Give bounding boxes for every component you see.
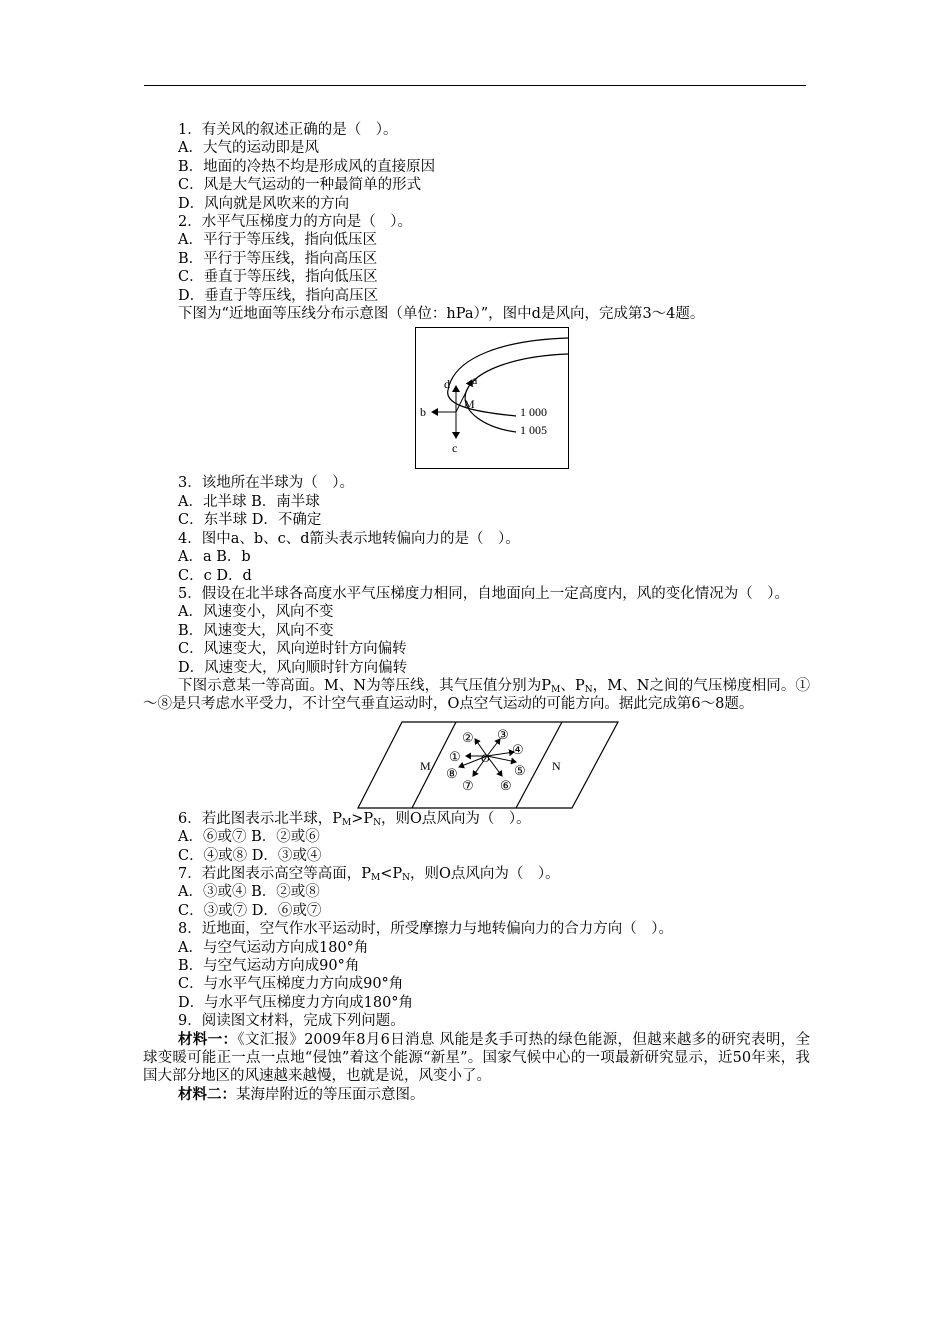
q8-option-c: C．与水平气压梯度力方向成90°角: [178, 976, 404, 993]
intro68-sub-n: N: [584, 684, 593, 695]
q1-option-b: B．地面的冷热不均是形成风的直接原因: [178, 158, 436, 175]
q8-option-a: A．与空气运动方向成180°角: [178, 939, 369, 956]
intro68-sub-m: M: [551, 684, 561, 695]
q6-sub-m: M: [341, 817, 352, 828]
intro68-text-2: 、P: [560, 677, 585, 694]
isobaric-plane-diagram: [356, 720, 620, 810]
q4-option-cd: C．c D．d: [178, 567, 252, 584]
q5-stem: 5．假设在北半球各高度水平气压梯度力相同，自地面向上一定高度内，风的变化情况为（ ）。: [178, 585, 789, 602]
label-d: d: [444, 377, 450, 392]
q2-stem: 2．水平气压梯度力的方向是（ ）。: [178, 214, 412, 231]
header-rule: [144, 85, 806, 86]
isobar-diagram: [416, 328, 568, 468]
q5-option-a: A．风速变小，风向不变: [178, 604, 334, 621]
label-dir-5: ⑤: [514, 762, 526, 778]
isobar-m-line: [412, 722, 456, 808]
material-2-text: 某海岸附近的等压面示意图。: [236, 1086, 425, 1103]
label-m: M: [464, 397, 475, 412]
q1-option-a: A．大气的运动即是风: [178, 140, 319, 157]
q9-stem: 9．阅读图文材料，完成下列问题。: [178, 1013, 405, 1030]
q6-stem-post: ，则O点风向为（ ）。: [380, 810, 531, 827]
document-body: [143, 121, 810, 1104]
plane-outline: [358, 722, 618, 808]
q6-stem-pre: 6．若此图表示北半球，P: [178, 810, 342, 827]
q2-option-b: B．平行于等压线，指向高压区: [178, 250, 378, 267]
label-isobar-1000: 1 000: [520, 405, 547, 420]
q6-stem: [143, 810, 810, 828]
q5-option-c: C．风速变大，风向逆时针方向偏转: [178, 641, 407, 658]
q6-sub-n: N: [373, 817, 381, 828]
q8-option-b: B．与空气运动方向成90°角: [178, 958, 360, 974]
q2-option-a: A．平行于等压线，指向低压区: [178, 232, 377, 249]
label-n: N: [552, 758, 561, 773]
q6-option-ab: A．⑥或⑦ B．②或⑥: [178, 829, 320, 846]
label-c: c: [452, 441, 458, 456]
q4-stem: 4．图中a、b、c、d箭头表示地转偏向力的是（ ）。: [178, 530, 520, 547]
isobar-figure: [415, 327, 569, 469]
q3-option-ab: A．北半球 B．南半球: [178, 493, 320, 510]
q1-option-c: C．风是大气运动的一种最简单的形式: [178, 177, 422, 194]
q8-option-d: D．与水平气压梯度力方向成180°角: [178, 994, 414, 1011]
q7-stem-post: ，则O点风向为（ ）。: [409, 865, 560, 882]
q5-option-d: D．风速变大，风向顺时针方向偏转: [178, 659, 408, 676]
q4-option-ab: A．a B．b: [178, 549, 251, 566]
q9-material-2: [143, 1086, 810, 1104]
label-m: M: [420, 758, 431, 773]
label-dir-3: ③: [497, 726, 509, 742]
isobaric-plane-figure: [356, 720, 620, 810]
q1-option-d: D．风向就是风吹来的方向: [178, 195, 350, 212]
label-dir-7: ⑦: [462, 777, 474, 793]
q7-sub-m: M: [370, 872, 381, 883]
q6-option-cd: C．④或⑧ D．③或④: [178, 847, 322, 864]
q2-option-c: C．垂直于等压线，指向低压区: [178, 269, 378, 286]
q3-stem: 3．该地所在半球为（ ）。: [178, 475, 354, 492]
dir-arrow-4: [487, 752, 514, 756]
q7-op: <P: [380, 865, 403, 882]
q7-option-cd: C．③或⑦ D．⑥或⑦: [178, 902, 322, 919]
label-a: a: [472, 373, 478, 388]
label-dir-1: ①: [449, 748, 461, 764]
q1-stem: 1．有关风的叙述正确的是（ ）。: [178, 122, 398, 138]
intro-q6-q8: [143, 677, 810, 714]
label-dir-8: ⑧: [446, 765, 458, 781]
q7-sub-n: N: [402, 872, 410, 883]
material-1-label: 材料一：: [178, 1030, 238, 1048]
q2-option-d: D．垂直于等压线，指向高压区: [178, 287, 379, 304]
q7-option-ab: A．③或④ B．②或⑧: [178, 884, 320, 901]
label-dir-2: ②: [462, 729, 474, 745]
material-1-text: 《文汇报》2009年8月6日消息 风能是炙手可热的绿色能源，但越来越多的研究表明，全球变暖可能正一点一点地“侵蚀”着这个能源“新星”。国家气候中心的一项最新研究显示，近50年来，我国大部分地区的风速越来越慢，也就是说，风变小了。: [143, 1031, 810, 1085]
label-isobar-1005: 1 005: [520, 423, 547, 438]
q6-op: >P: [351, 810, 374, 827]
label-b: b: [420, 405, 426, 420]
q9-material-1: [143, 1031, 810, 1086]
isobar-1005-line: [465, 354, 568, 432]
intro68-text-3: ，M、N之间的气压梯度相同。①～⑧是只考虑水平受力，不计空气垂直运动时，O点空气运动的可能方向。据此完成第6～8题。: [143, 677, 810, 713]
intro-q3-q4: 下图为“近地面等压线分布示意图（单位：hPa）”，图中d是风向，完成第3～4题。: [178, 306, 705, 323]
intro68-text-1: 下图示意某一等高面。M、N为等压线，其气压值分别为P: [178, 677, 552, 694]
q3-option-cd: C．东半球 D．不确定: [178, 512, 322, 529]
label-dir-4: ④: [512, 741, 524, 757]
q5-option-b: B．风速变大，风向不变: [178, 622, 334, 639]
q8-stem: 8．近地面，空气作水平运动时，所受摩擦力与地转偏向力的合力方向（ ）。: [178, 921, 673, 938]
material-2-label: 材料二：: [178, 1085, 236, 1103]
q7-stem-pre: 7．若此图表示高空等高面，P: [178, 865, 371, 882]
q7-stem: [143, 865, 810, 883]
label-dir-6: ⑥: [500, 777, 512, 793]
